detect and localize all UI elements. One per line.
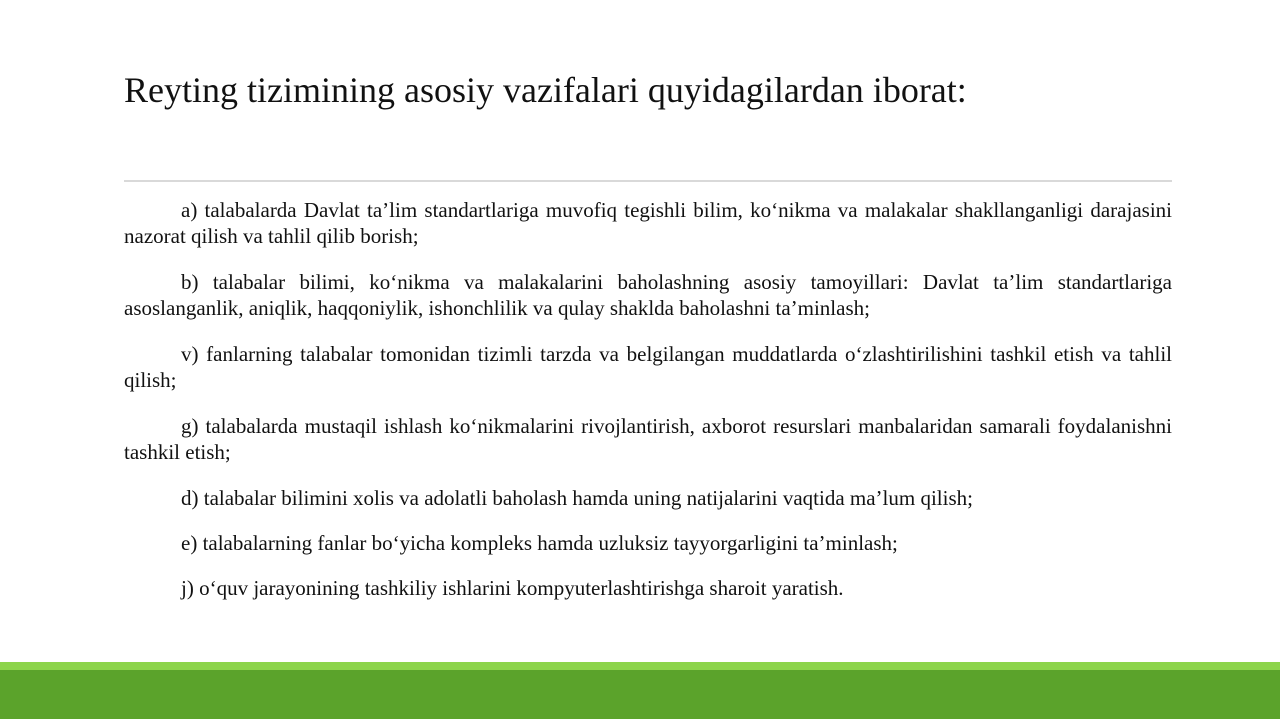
- slide-body: [124, 197, 1172, 620]
- title-divider: [124, 180, 1172, 182]
- list-item-v: v) fanlarning talabalar tomonidan tizimli tarzda va belgilangan muddatlarda o‘zlashtirilishini tashkil etish va tahlil qilish;: [124, 342, 1172, 392]
- list-item-a: a) talabalarda Davlat ta’lim standartlariga muvofiq tegishli bilim, ko‘nikma va malakalar shakllanganligi darajasini nazorat qilish va tahlil qilib borish;: [124, 198, 1172, 248]
- list-item-j: j) o‘quv jarayonining tashkiliy ishlarini kompyuterlashtirishga sharoit yaratish.: [181, 576, 844, 600]
- footer-accent-bar: [0, 670, 1280, 719]
- footer-accent-light: [0, 662, 1280, 670]
- list-item-d: d) talabalar bilimini xolis va adolatli baholash hamda uning natijalarini vaqtida ma’lum qilish;: [181, 486, 973, 510]
- slide-title: Reyting tizimining asosiy vazifalari quyidagilardan iborat:: [124, 70, 967, 110]
- list-item-b: b) talabalar bilimi, ko‘nikma va malakalarini baholashning asosiy tamoyillari: Davlat ta’lim standartlariga asoslanganlik, aniqlik, haqqoniylik, ishonchlilik va qulay shaklda baholashni ta’minlash;: [124, 270, 1172, 320]
- list-item-e: e) talabalarning fanlar bo‘yicha kompleks hamda uzluksiz tayyorgarligini ta’minlash;: [181, 531, 898, 555]
- list-item-g: g) talabalarda mustaqil ishlash ko‘nikmalarini rivojlantirish, axborot resurslari manbalaridan samarali foydalanishni tashkil etish;: [124, 414, 1172, 464]
